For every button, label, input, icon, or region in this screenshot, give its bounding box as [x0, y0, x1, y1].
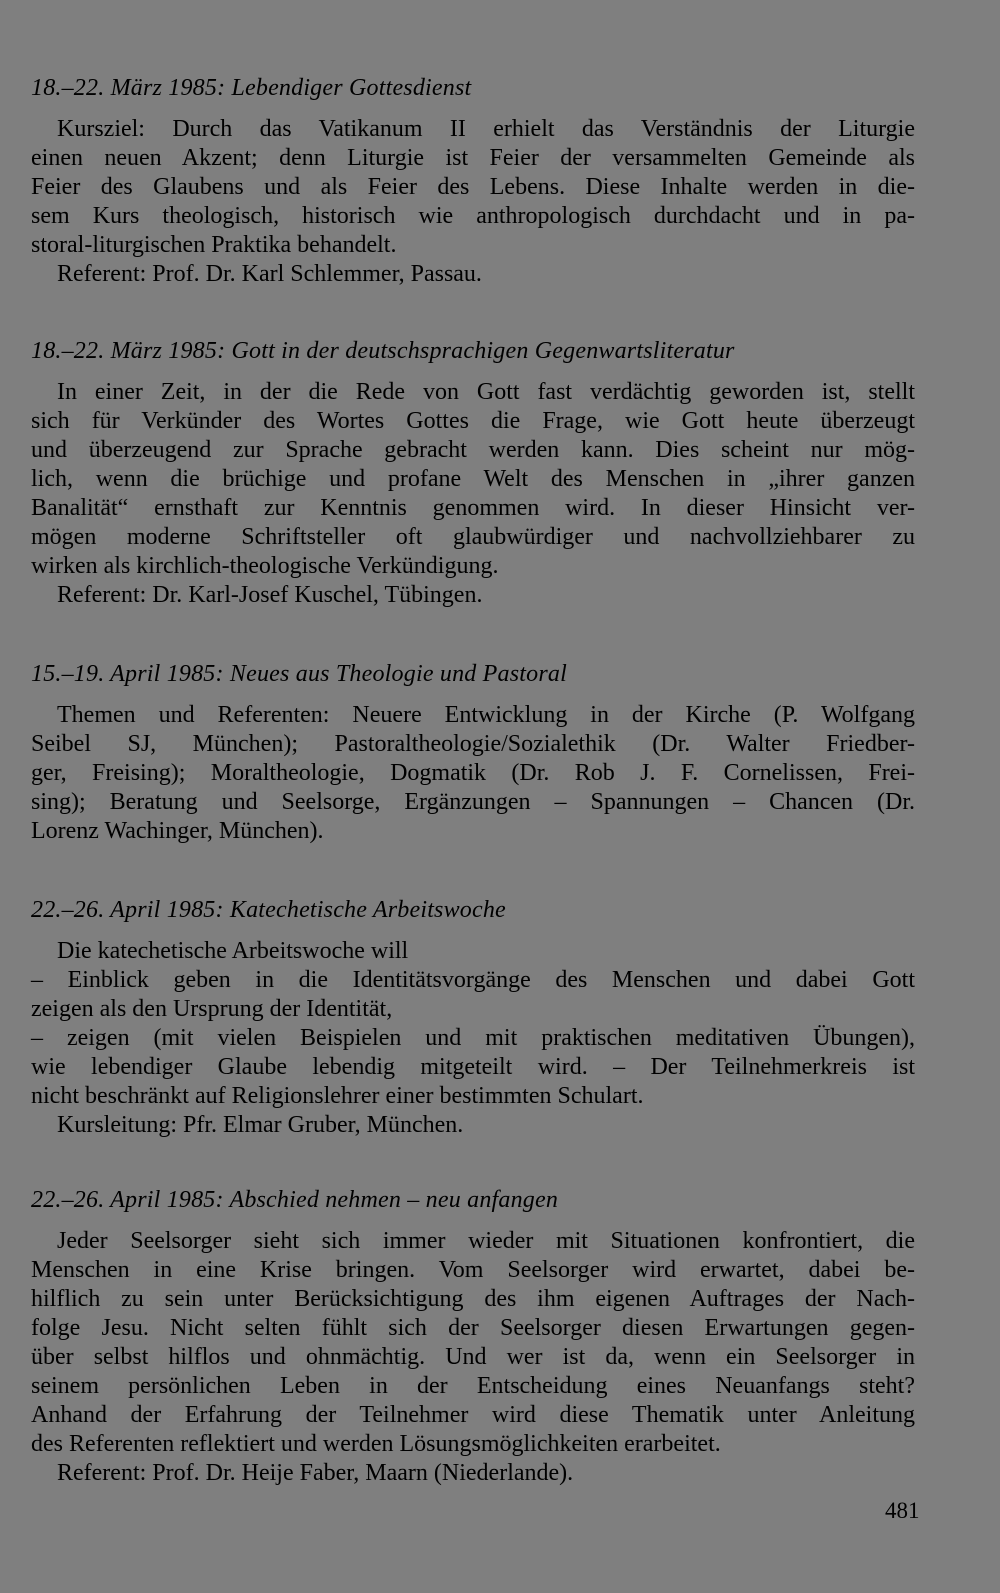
course-heading: 18.–22. März 1985: Lebendiger Gottesdienst	[31, 75, 472, 101]
course-text-line: ger, Freising); Moraltheologie, Dogmatik (Dr. Rob J. F. Cornelissen, Frei-	[31, 760, 915, 786]
page-number: 481	[885, 1498, 920, 1523]
course-text-line: einen neuen Akzent; denn Liturgie ist Feier der versammelten Gemeinde als	[31, 145, 915, 171]
course-text-line: des Referenten reflektiert und werden Lösungsmöglichkeiten erarbeitet.	[31, 1431, 721, 1457]
course-text-line: folge Jesu. Nicht selten fühlt sich der Seelsorger diesen Erwartungen gegen-	[31, 1315, 915, 1341]
course-referent: Referent: Prof. Dr. Karl Schlemmer, Passau.	[57, 261, 482, 287]
course-text-line: nicht beschränkt auf Religionslehrer einer bestimmten Schulart.	[31, 1083, 644, 1109]
course-text-line: lich, wenn die brüchige und profane Welt des Menschen in „ihrer ganzen	[31, 466, 915, 492]
course-section-3	[31, 659, 915, 846]
course-heading: 22.–26. April 1985: Katechetische Arbeitswoche	[31, 897, 506, 923]
course-text-line: In einer Zeit, in der die Rede von Gott fast verdächtig geworden ist, stellt	[57, 379, 915, 405]
course-text-line: wirken als kirchlich-theologische Verkündigung.	[31, 553, 499, 579]
course-text-line: – zeigen (mit vielen Beispielen und mit praktischen meditativen Übungen),	[31, 1025, 915, 1051]
course-heading: 15.–19. April 1985: Neues aus Theologie und Pastoral	[31, 661, 567, 687]
course-text-line: Seibel SJ, München); Pastoraltheologie/Sozialethik (Dr. Walter Friedber-	[31, 731, 915, 757]
course-text-line: mögen moderne Schriftsteller oft glaubwürdiger und nachvollziehbarer zu	[31, 524, 915, 550]
course-section-1	[31, 73, 915, 289]
course-text-line: wie lebendiger Glaube lebendig mitgeteilt wird. – Der Teilnehmerkreis ist	[31, 1054, 915, 1080]
course-text-line: Die katechetische Arbeitswoche will	[57, 938, 409, 964]
course-text-line: Kursziel: Durch das Vatikanum II erhielt das Verständnis der Liturgie	[57, 116, 915, 142]
course-referent: Referent: Prof. Dr. Heije Faber, Maarn (Niederlande).	[57, 1460, 574, 1486]
course-section-2	[31, 336, 915, 610]
course-text-line: – Einblick geben in die Identitätsvorgänge des Menschen und dabei Gott	[31, 967, 915, 993]
course-section-5	[31, 1185, 915, 1488]
course-text-line: Menschen in eine Krise bringen. Vom Seelsorger wird erwartet, dabei be-	[31, 1257, 915, 1283]
course-text-line: sing); Beratung und Seelsorge, Ergänzungen – Spannungen – Chancen (Dr.	[31, 789, 915, 815]
course-text-line: zeigen als den Ursprung der Identität,	[31, 996, 393, 1022]
course-text-line: sem Kurs theologisch, historisch wie anthropologisch durchdacht und in pa-	[31, 203, 915, 229]
course-text-line: storal-liturgischen Praktika behandelt.	[31, 232, 397, 258]
course-text-line: Banalität“ ernsthaft zur Kenntnis genommen wird. In dieser Hinsicht ver-	[31, 495, 915, 521]
course-text-line: hilflich zu sein unter Berücksichtigung des ihm eigenen Auftrages der Nach-	[31, 1286, 915, 1312]
course-text-line: Jeder Seelsorger sieht sich immer wieder mit Situationen konfrontiert, die	[57, 1228, 915, 1254]
course-text-line: Themen und Referenten: Neuere Entwicklung in der Kirche (P. Wolfgang	[57, 702, 915, 728]
course-text-line: über selbst hilflos und ohnmächtig. Und wer ist da, wenn ein Seelsorger in	[31, 1344, 915, 1370]
course-section-4	[31, 895, 915, 1140]
course-text-line: sich für Verkünder des Wortes Gottes die Frage, wie Gott heute überzeugt	[31, 408, 915, 434]
course-text-line: Anhand der Erfahrung der Teilnehmer wird diese Thematik unter Anleitung	[31, 1402, 915, 1428]
course-text-line: seinem persönlichen Leben in der Entscheidung eines Neuanfangs steht?	[31, 1373, 915, 1399]
course-text-line: Feier des Glaubens und als Feier des Lebens. Diese Inhalte werden in die-	[31, 174, 915, 200]
course-referent: Referent: Dr. Karl-Josef Kuschel, Tübingen.	[57, 582, 483, 608]
course-referent: Kursleitung: Pfr. Elmar Gruber, München.	[57, 1112, 464, 1138]
course-text-line: Lorenz Wachinger, München).	[31, 818, 324, 844]
course-heading: 18.–22. März 1985: Gott in der deutschsprachigen Gegenwartsliteratur	[31, 338, 735, 364]
course-text-line: und überzeugend zur Sprache gebracht werden kann. Dies scheint nur mög-	[31, 437, 915, 463]
course-heading: 22.–26. April 1985: Abschied nehmen – neu anfangen	[31, 1187, 559, 1213]
